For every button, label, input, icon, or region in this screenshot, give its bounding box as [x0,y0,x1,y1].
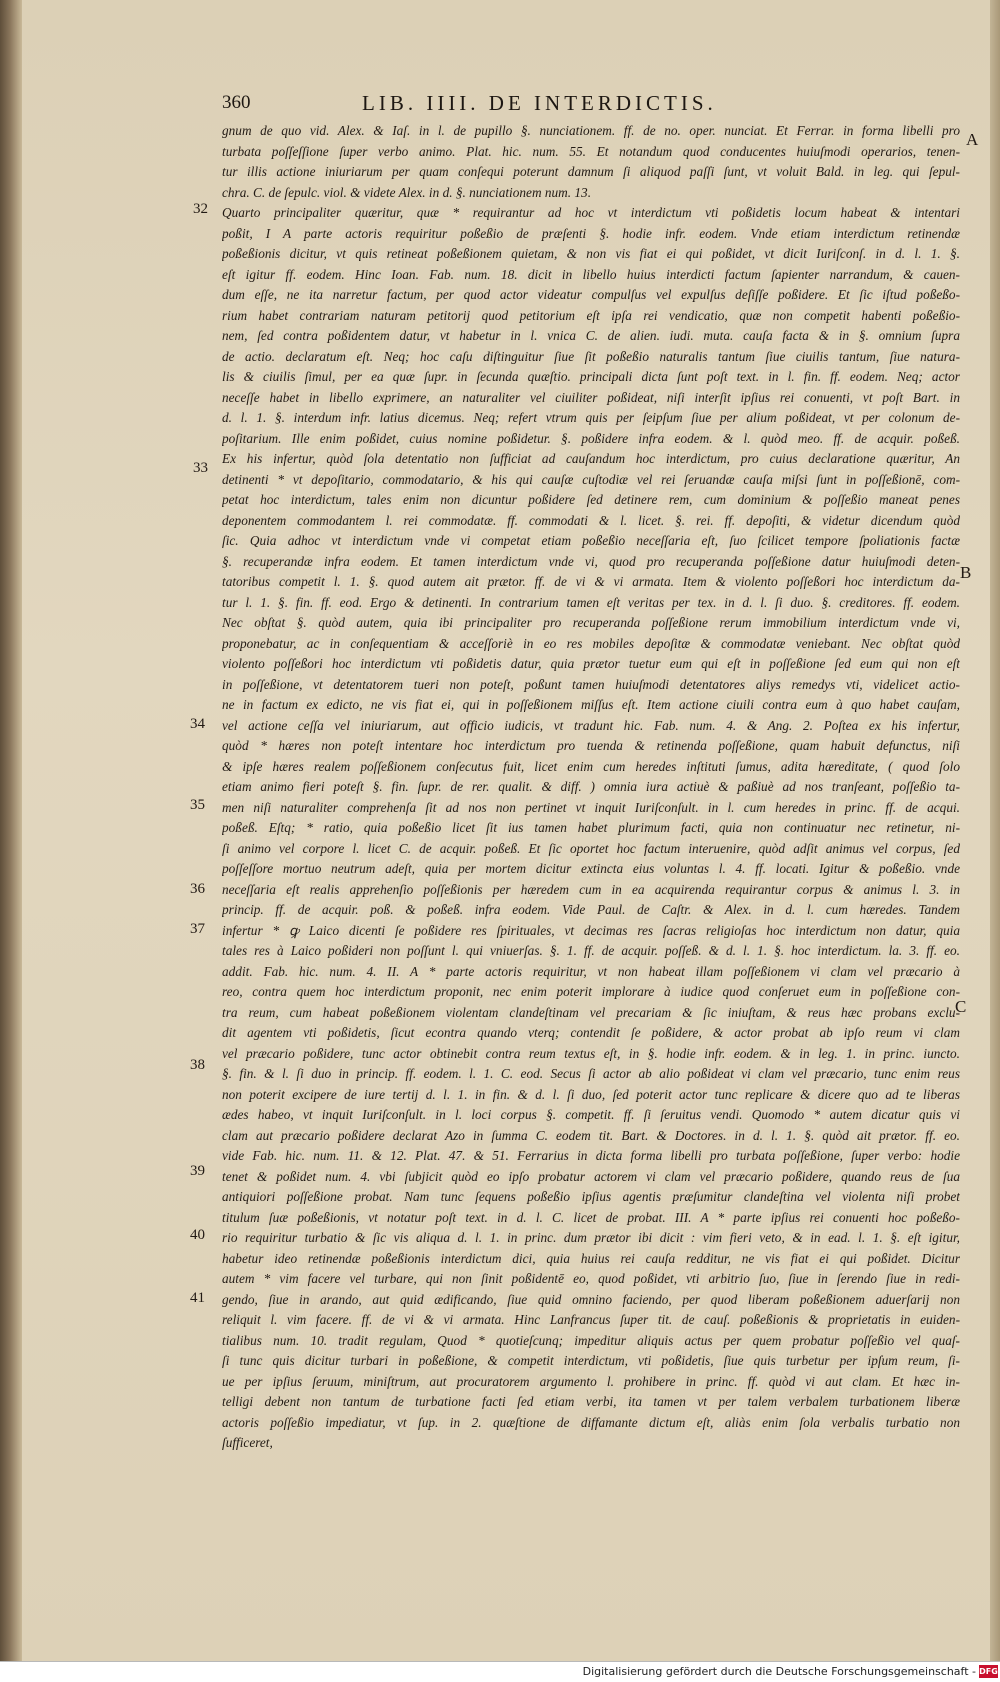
digitization-footer [0,1661,1000,1682]
text-line: vel præcario poßidere, tunc actor obtinebit contra reum textus eſt, in §. hodie infr. eodem. & in leg. 1. in princ. iuncto. [222,1045,960,1061]
text-line: etiam animo fieri poteſt §. fin. ſupr. de rer. qualit. & diff. ) omnia iura actiuè & paßiuè ad nos tranſeant, poſſeßio ta- [222,779,960,794]
text-line: chra. C. de ſepulc. viol. & videte Alex. in d. §. nunciationem num. 13. [222,184,592,200]
text-line: tatoribus competit l. 1. §. quod autem ait prætor. ff. de vi & vi armata. Item & violento poſſeßori hoc interdictum da- [222,574,960,589]
text-line: poſſeſſore mortuo neutrum adeſt, quia per mortem dicitur extincta eius voluntas l. 4. ff. locati. Igitur & poßeßio. vnde [222,861,960,876]
page-number: 360 [222,92,251,113]
margin-number: 35 [190,797,205,813]
margin-number: 33 [193,460,208,476]
text-line: detinenti * vt depoſitario, commodatario, & his qui cauſæ cuſtodiæ vel rei ſeruandæ cauſa miſsi ſunt in poſſeßionē, com- [222,471,960,487]
text-line: ſic. Quia adhoc vt interdictum vnde vi competat etiam poßeßio neceſſaria eſt, ſuo ſcilicet tempore ſpoliationis factæ [222,533,960,548]
margin-letter: B [960,563,972,582]
margin-number: 37 [190,921,205,937]
text-line: ue per ipſius ſeruum, miniſtrum, aut procuratorem argumento l. prohibere in princ. ff. quòd vi aut clam. Et hæc in- [222,1373,960,1389]
margin-number: 36 [190,881,205,897]
text-line: rium habet contrariam naturam petitorij quod petitorium eſt ipſa rei vendicatio, quæ non competit habenti poßeßio- [222,307,960,323]
margin-number: 38 [190,1057,205,1073]
text-line: reo, contra quem hoc interdictum proponit, nec enim poterit implorare à iudice quod conſeruet eum in poſſeßione con- [222,984,960,999]
text-line: turbata poſſeſſione ſuper verbo animo. Plat. hic. num. 55. Et notandum quod conducentes huiuſmodi operarios, tenen- [222,143,960,159]
text-line: proponebatur, ac in conſequentiam & acceſſoriè in eo res mobiles depoſitæ & commodatæ veniebant. Nec obſtat quòd [222,635,960,651]
footer-credit: Digitalisierung gefördert durch die Deutsche Forschungsgemeinschaft - [582,1665,976,1678]
text-line: tur illis actione iniuriarum per quam conſequi poterunt damnum ſi aliquod paſſi ſunt, vt voluit Bald. in leg. qui ſepul- [222,164,960,179]
text-line: gnum de quo vid. Alex. & Iaſ. in l. de pupillo §. nunciationem. ff. de no. oper. nunciat. Et Ferrar. in forma libelli pro [222,123,960,138]
text-line: d. l. 1. §. interdum infr. latius dicemus. Neq; refert vtrum quis per ſeipſum ſiue per alium poßideat, vt per colonum de- [222,410,960,425]
text-line: eſt igitur ff. eodem. Hinc Ioan. Fab. num. 18. dicit in libello huius interdicti factum ſapienter narrandum, & cauen- [222,266,960,282]
text-line: antiquiori poſſeßione probat. Nam tunc ſequens poßeßio ipſius agentis præſumitur clandeſtina vel violenta niſi probet [222,1189,960,1204]
text-line: in poſſeßione, vt detentatorem tueri non poteſt, poßunt tamen huiuſmodi detentatores aliys remedys vti, videlicet actio- [222,676,960,692]
text-line: non poterit excipere de iure tertij d. l. 1. in fin. & d. l. ſi duo, ſed poterit actor tunc replicare & dicere quo ad te liberas [222,1086,960,1102]
margin-number: 39 [190,1163,205,1179]
text-line: habetur ideo retinendæ poßeßionis interdictum dici, quia huius rei cauſa redditur, ne vis fiat ei qui poßidet. Dicitur [222,1250,960,1266]
text-line: actoris poſſeßio impediatur, vt ſup. in 2. quæſtione de diffamante dictum eſt, aliàs enim ſola verbalis turbatio non [222,1414,960,1430]
body-text [222,121,960,1454]
margin-number: 41 [190,1290,205,1306]
text-line: tales res à Laico poßideri non poſſunt l. qui vniuerſas. §. 1. ff. de acquir. poſſeß. & d. l. 1. §. hoc interdictum. la. 3. ff. eo. [222,943,960,958]
text-line: neceſſaria eſt realis apprehenſio poſſeßionis per hæredem cum in ea acquirenda requirantur corpus & animus l. 3. in [222,881,960,897]
text-line: Quarto principaliter quæritur, quæ * requirantur ad hoc vt interdictum vti poßidetis locum habeat & intentari [222,205,960,220]
margin-letter: C [955,997,967,1016]
text-line: tur l. 1. §. fin. ff. eod. Ergo & detinenti. In contrarium tamen eſt veritas per tex. in d. l. ſi duo. §. creditores. ff. eodem. [222,594,960,610]
text-line: neceſſe habet in libello exprimere, an naturaliter vel ciuiliter poßideat, niſi interſit ipſius rei conuenti, vt poſt Bart. in [222,389,960,405]
text-line: deponentem commodantem l. rei commodatæ. ff. commodati & l. licet. §. rei. ff. depoſiti, & videtur dicendum quòd [222,512,960,528]
text-line: Ex his infertur, quòd ſola detentatio non ſufficiat ad cauſandum hoc interdictum, pro cuius declaratione quæritur, An [222,451,960,466]
text-line: dit agentem vti poßidetis, ſicut econtra quando vterq; contendit ſe poßidere, & actor probat ab ipſo reum vi clam [222,1025,960,1040]
text-line: autem * vim facere vel turbare, qui non ſinit poßidentē eo, quod poßidet, vti arbitrio ſuo, ſiue in ſerendo ſiue in redi- [222,1271,960,1286]
text-line: addit. Fab. hic. num. 4. II. A * parte actoris requiritur, vt non habeat illam poſſeßionem vi clam vel præcario à [222,963,960,979]
text-line: Nec obſtat §. quòd autem, quia ibi principaliter pro recuperanda poſſeßione rerum immobilium interdictum vnde vi, [222,615,960,630]
margin-number: 32 [193,201,208,217]
text-line: men niſi naturaliter comprehenſa ſit ad nos non pertinet vt inquit Iuriſconſult. in l. cum heredes in princ. ff. de acqui. [222,799,960,815]
text-line: §. recuperandæ infra eodem. Et tamen interdictum vnde vi, quod pro recuperanda poſſeßione datur huiuſmodi deten- [222,553,960,569]
text-line: poſitarium. Ille enim poßidet, cuius nomine poßidetur. §. poßidere infra eodem. & l. quòd meo. ff. de acquir. poßeß. [222,430,960,446]
text-line: poßeß. Eſtq; * ratio, quia poßeßio licet ſit ius tamen habet plurimum facti, quia non continuatur nec retinetur, ni- [222,820,960,835]
text-line: & ipſe hæres realem poſſeßionem conſecutus fuit, licet enim cum heredes inſtituti ſumus, adita hæreditate, ( quod ſolo [222,758,960,774]
text-line: §. fin. & l. ſi duo in princip. ff. eodem. l. 1. C. eod. Secus ſi actor ab alio poßideat vi clam vel præcario, tunc enim reus [222,1066,960,1081]
text-line: tialibus num. 10. tradit regulam, Quod * quotieſcunq; impeditur aliquis actus per quem probatur poſſeßio vel quaſ- [222,1332,960,1348]
margin-number: 40 [190,1227,205,1243]
text-line: lis & ciuilis ſimul, per ea quæ ſupr. in ſecunda quæſtio. principali dicta ſunt poſt text. in l. fin. ff. eodem. Neq; actor [222,369,960,384]
text-line: telligi debent non tantum de turbatione facti ſed etiam verbi, ita tamen vt per talem verbalem turbationem liberæ [222,1394,960,1409]
running-head: LIB. IIII. DE INTERDICTIS. [362,91,717,115]
text-line: ſi tunc quis dicitur turbari in poßeßione, & competit interdictum, vti poßidetis, ſiue quis turbetur per ipſum reum, ſi- [222,1353,960,1368]
text-line: ne in factum ex edicto, ne vis fiat ei, qui in poſſeßionem miſſus eſt. Item actione ciuili contra eum à quo habet cauſam, [222,697,960,712]
text-line: ſi animo vel corpore l. licet C. de acquir. poßeß. Et ſic oportet hoc factum interuenire, quòd adſit animus vel corpus, ſed [222,840,960,856]
text-line: poßit, I A parte actoris requiritur poßeßio de præſenti §. hodie infr. eodem. Vnde etiam interdictum retinendæ [222,225,960,241]
text-line: clam aut præcario poßidere declarat Azo in ſumma C. eodem tit. Bart. & Doctores. in d. l. 1. §. quòd ait prætor. ff. eo. [222,1127,960,1143]
margin-number: 34 [190,716,205,732]
text-line: de actio. declaratum eſt. Neq; hoc caſu diſtinguitur ſiue ſit poßeßio naturalis tantum ſiue ciuilis tantum, ſiue natura- [222,348,960,364]
text-line: infertur * ꝙ Laico dicenti ſe poßidere res ſpirituales, vt decimas res ſacras religioſas hoc interdictum non datur, quia [222,922,960,938]
text-line: tra reum, cum habeat poßeßionem violentam clandeſtinam vel precariam & ſic iniuſtam, & reus hæc probans exclu- [222,1004,960,1020]
margin-letter: A [966,130,979,149]
text-line: princip. ff. de acquir. poß. & poßeß. infra eodem. Vide Paul. de Caſtr. & Alex. in d. l. cum hæredes. Tandem [222,902,960,917]
text-line: titulum ſuæ poßeßionis, vt notatur poſt text. in d. l. C. licet de probat. III. A * parte ipſius rei conuenti hoc poßeßo- [222,1209,960,1225]
text-line: petat hoc interdictum, tales enim non dicuntur poßidere ſed detinere rem, cum dominium & poſſeßio maneat penes [222,492,960,507]
text-line: reliquit l. vim facere. ff. de vi & vi armata. Hinc Lanfrancus ſuper tit. de cauſ. poßeßionis & proprietatis in euiden- [222,1312,960,1327]
text-line: vide Fab. hic. num. 11. & 12. Plat. 47. & 51. Ferrarius in dicta forma libelli pro turbata poſſeßione, ſuper verbo: hodie [222,1148,960,1163]
page-header [222,92,832,116]
text-line: quòd * hæres non poteſt intentare hoc interdictum pro tuenda & retinenda poſſeßione, quam habuit defunctus, niſi [222,738,960,753]
text-line: poßeßionis dicitur, vt quis retineat poßeßionem quietam, & non vis fiat ei qui poßidet, vt dicit Iuriſconſ. in d. l. 1. §. [222,246,960,261]
text-line: tenet & poßidet num. 4. vbi ſubjicit quòd eo ipſo probatur actorem vi clam vel præcario poßidere, quando reus de ſua [222,1168,960,1184]
text-line: violento poſſeßori hoc interdictum vti poßidetis datur, quia prætor tuetur eum qui eſt in poſſeßione ſed eum qui non eſt [222,656,960,671]
text-line: dum eſſe, ne ita narretur factum, per quod actor videatur compulſus vel expulſus deſiſſe poßidere. Et ſic iſtud poßeßo- [222,287,960,302]
dfg-logo: DFG [979,1667,998,1676]
text-line: gendo, ſiue in arando, aut quid ædificando, ſiue quid omnino faciendo, per quod liberam poßeßionem aduerſarij non [222,1291,960,1307]
text-line: ſufficeret, [222,1435,273,1450]
text-line: nem, ſed contra poßidentem datur, vt habetur in l. vnica C. de alien. iudi. muta. cauſa facta & in §. omnium ſupra [222,328,960,343]
text-line: rio requiritur turbatio & ſic vis aliqua d. l. 1. in princ. dum prætor ibi dicit : vim fieri veto, & in ead. l. 1. §. eſt igitur, [222,1230,960,1245]
text-line: ædes habeo, vt inquit Iuriſconſult. in l. loci corpus §. competit. ff. ſi ſeruitus vendi. Quomodo * autem dicatur quis vi [222,1107,960,1122]
text-line: vel actione ceſſa vel iniuriarum, aut officio iudicis, vt tradunt hic. Fab. num. 4. & Ang. 2. Poſtea ex his infertur, [222,717,960,733]
